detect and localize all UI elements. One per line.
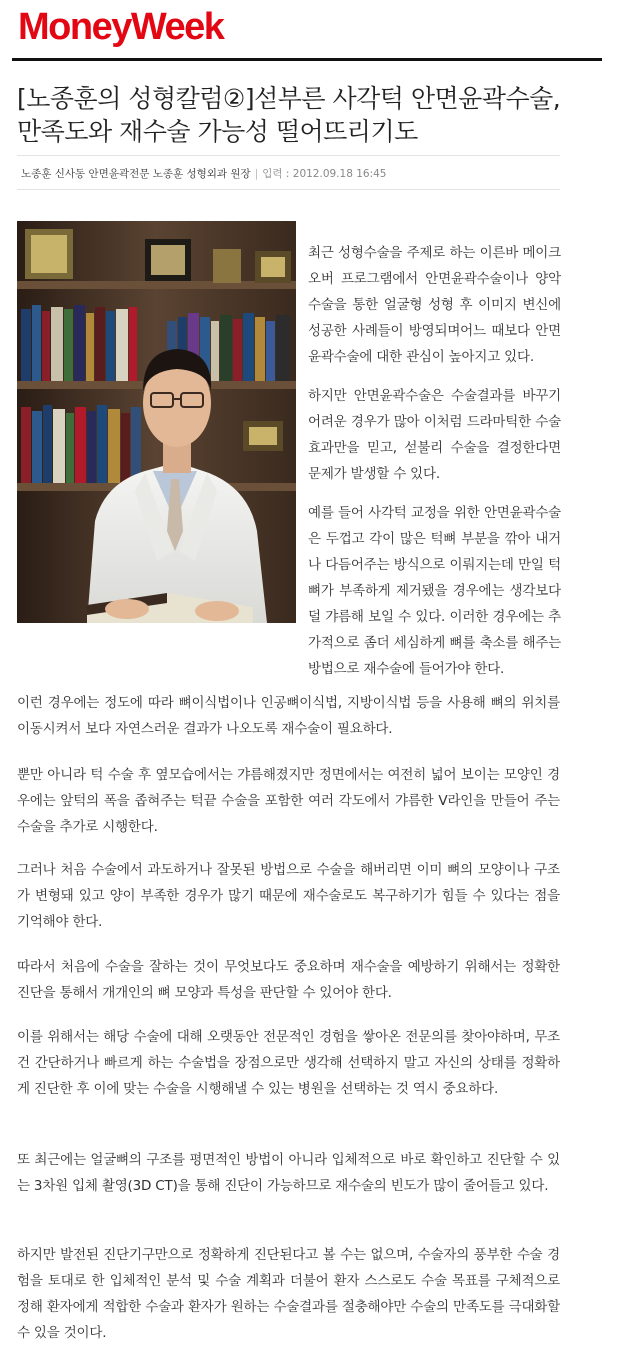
article-paragraph-1: 최근 성형수술을 주제로 하는 이른바 메이크오버 프로그램에서 안면윤곽수술이나 양악수술을 통한 얼굴형 성형 후 이미지 변신에 성공한 사례들이 방영되며어느 때보다 안면윤곽수술에 대한 관심이 높아지고 있다. [308,245,561,365]
article-paragraph-9: 또 최근에는 얼굴뼈의 구조를 평면적인 방법이 아니라 입체적으로 바로 확인하고 진단할 수 있는 3차원 입체 촬영(3D CT)을 통해 진단이 가능하므로 재수술의 빈도가 많이 줄어들고 있다. [17,1152,560,1194]
article-paragraph-2: 하지만 안면윤곽수술은 수술결과를 바꾸기 어려운 경우가 많아 이처럼 드라마틱한 수술 효과만을 믿고, 섣불리 수술을 결정한다면 문제가 발생할 수 있다. [308,388,561,482]
meta-separator: | [254,168,259,180]
doctor-photo [17,221,296,623]
article-paragraph-8: 이를 위해서는 해당 수술에 대해 오랫동안 전문적인 경험을 쌓아온 전문의를 찾아야하며, 무조건 간단하거나 빠르게 하는 수술법을 장점으로만 생각해 선택하지 말고 자신의 상태를 정확하게 진단한 후 이에 맞는 수술을 시행해낼 수 있는 병원을 선택하는 것 역시 중요하다. [17,1029,560,1097]
article-title: [노종훈의 성형칼럼②]섣부른 사각턱 안면윤곽수술, 만족도와 재수술 가능성 떨어뜨리기도 [17,84,561,146]
article-meta [21,166,386,181]
logo-money: Money [18,6,131,48]
date-label: 입력 : [262,168,290,180]
logo-week: Week [130,6,224,48]
article-paragraph-6: 그러나 처음 수술에서 과도하거나 잘못된 방법으로 수술을 해버리면 이미 뼈의 모양이나 구조가 변형돼 있고 양이 부족한 경우가 많기 때문에 재수술로도 복구하기가 힘들 수 있다는 점을 기억해야 한다. [17,862,560,930]
article-paragraph-5: 뿐만 아니라 턱 수술 후 옆모습에서는 갸름해졌지만 정면에서는 여전히 넓어 보이는 모양인 경우에는 앞턱의 폭을 좁혀주는 턱끝 수술을 포함한 여러 각도에서 갸름한 V라인을 만들어 주는 수술을 추가로 시행한다. [17,767,560,835]
article-paragraph-3: 예를 들어 사각턱 교정을 위한 안면윤곽수술은 두껍고 각이 많은 턱뼈 부분을 깎아 내거나 다듬어주는 방식으로 이뤄지는데 만일 턱뼈가 부족하게 제거됐을 경우에는 생각보다 덜 갸름해 보일 수 있다. 이러한 경우에는 추가적으로 좀더 세심하게 뼈를 축소를 해주는 방법으로 재수술에 들어가야 한다. [308,505,561,677]
header-divider [12,58,602,61]
publish-date: 2012.09.18 16:45 [292,168,387,180]
site-logo[interactable] [18,8,223,46]
meta-bottom-border [17,189,560,190]
meta-top-border [17,155,560,156]
article-paragraph-4: 이런 경우에는 정도에 따라 뼈이식법이나 인공뼈이식법, 지방이식법 등을 사용해 뼈의 위치를 이동시켜서 보다 자연스러운 결과가 나오도록 재수술이 필요하다. [17,695,560,737]
byline: 노종훈 신사동 안면윤곽전문 노종훈 성형외과 원장 [21,168,251,180]
article-paragraph-10: 하지만 발전된 진단기구만으로 정확하게 진단된다고 볼 수는 없으며, 수술자의 풍부한 수술 경험을 토대로 한 입체적인 분석 및 수술 계획과 더불어 환자 스스로도 수술 목표를 구체적으로 정해 환자에게 적합한 수술과 환자가 원하는 수술결과를 절충해야만 수술의 만족도를 극대화할 수 있을 것이다. [17,1247,560,1341]
doctor-photo-illustration [17,221,296,623]
article-paragraph-7: 따라서 처음에 수술을 잘하는 것이 무엇보다도 중요하며 재수술을 예방하기 위해서는 정확한 진단을 통해서 개개인의 뼈 모양과 특성을 판단할 수 있어야 한다. [17,959,560,1001]
